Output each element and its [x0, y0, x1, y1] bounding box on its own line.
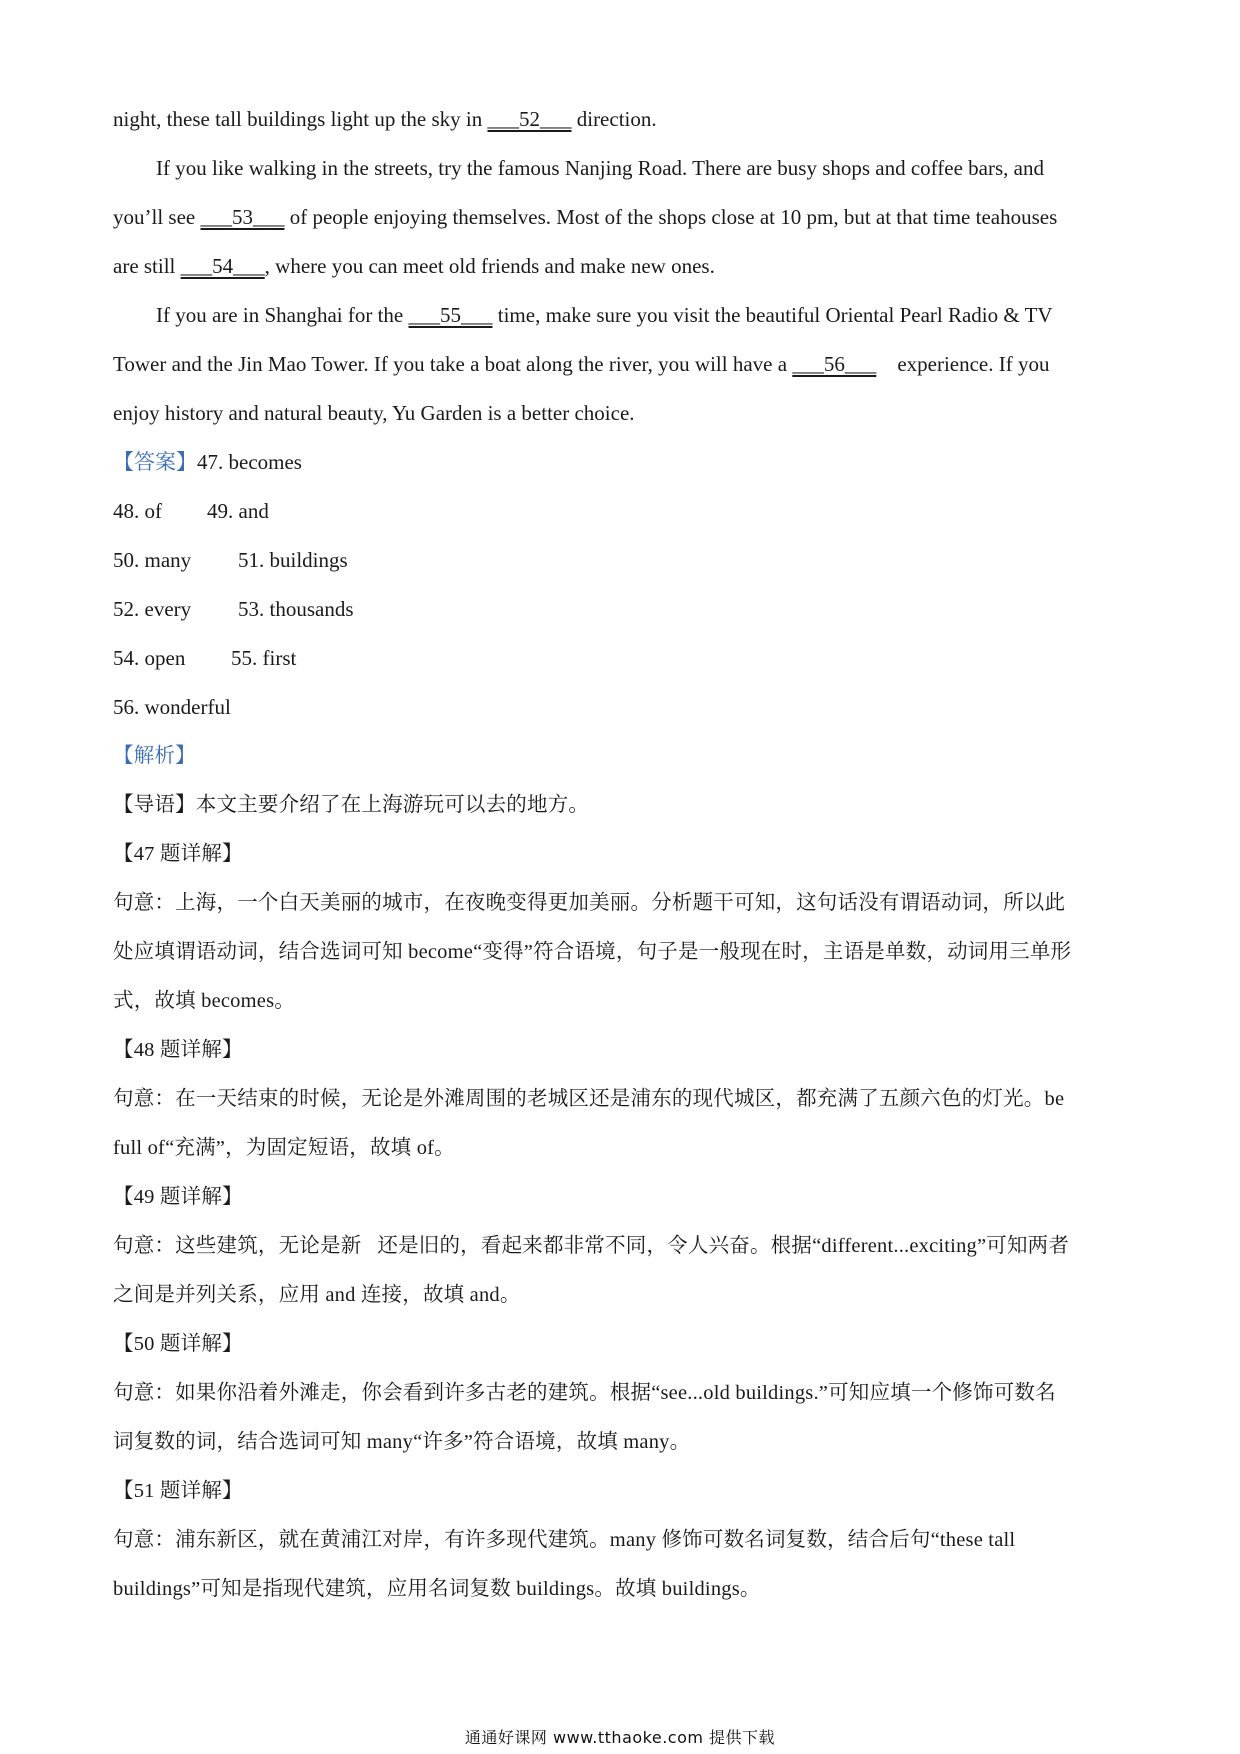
answer-item: 53. thousands [238, 597, 354, 621]
answer-item: 56. wonderful [113, 695, 231, 719]
analysis-intro: 【导语】本文主要介绍了在上海游玩可以去的地方。 [113, 794, 590, 816]
passage-line: If you like walking in the streets, try the famous Nanjing Road. There are busy shops and coffee bars, and [156, 156, 1044, 180]
answer-header [113, 438, 1143, 487]
answer-item: 54. open [113, 646, 186, 670]
explanation-line: 之间是并列关系，应用 and 连接，故填 and。 [113, 1284, 521, 1306]
explanation-line: 处应填谓语动词，结合选词可知 become“变得”符合语境，句子是一般现在时，主语是单数，动词用三单形 [113, 941, 1072, 963]
passage-line [113, 95, 1143, 144]
question-title: 【49 题详解】 [113, 1186, 243, 1208]
question-title: 【47 题详解】 [113, 843, 243, 865]
answer-row [113, 536, 1143, 585]
answer-row [113, 634, 1143, 683]
passage-text: Tower and the Jin Mao Tower. If you take a boat along the river, you will have a [113, 352, 793, 376]
passage-text: If you are in Shanghai for the [156, 303, 409, 327]
answer-item: 52. every [113, 597, 192, 621]
explanation-line: 句意：这些建筑，无论是新 还是旧的，看起来都非常不同，令人兴奋。根据“different...exciting”可知两者 [113, 1235, 1070, 1257]
answer-item: 55. first [231, 646, 297, 670]
passage-text: are still [113, 254, 181, 278]
answer-row [113, 585, 1143, 634]
answer-tag: 【答案】 [113, 450, 197, 474]
answer-item: 47. becomes [197, 450, 302, 474]
explanation-line: buildings”可知是指现代建筑，应用名词复数 buildings。故填 buildings。 [113, 1578, 761, 1600]
passage-text: , where you can meet old friends and make new ones. [264, 254, 715, 278]
blank-52: ___52___ [487, 107, 572, 131]
passage-line [113, 340, 1143, 389]
passage-text: night, these tall buildings light up the sky in [113, 107, 488, 131]
answer-item: 51. buildings [238, 548, 348, 572]
passage-line: enjoy history and natural beauty, Yu Garden is a better choice. [113, 401, 635, 425]
passage-text: of people enjoying themselves. Most of the shops close at 10 pm, but at that time teahouses [284, 205, 1058, 229]
explanation-line: 词复数的词，结合选词可知 many“许多”符合语境，故填 many。 [113, 1431, 691, 1453]
explanation-line: 句意：浦东新区，就在黄浦江对岸，有许多现代建筑。many 修饰可数名词复数，结合后句“these tall [113, 1529, 1016, 1551]
passage-line [113, 291, 1143, 340]
answer-item: 48. of [113, 499, 162, 523]
answer-row [113, 487, 1143, 536]
blank-55: ___55___ [408, 303, 493, 327]
passage-line [113, 193, 1143, 242]
page-footer: 通通好课网 www.tthaoke.com 提供下载 [464, 1728, 776, 1747]
passage-text: you’ll see [113, 205, 201, 229]
document-page [113, 95, 1143, 1614]
blank-56: ___56___ [792, 352, 877, 376]
question-title: 【50 题详解】 [113, 1333, 243, 1355]
blank-53: ___53___ [200, 205, 285, 229]
explanation-line: 式，故填 becomes。 [113, 990, 295, 1012]
question-title: 【51 题详解】 [113, 1480, 243, 1502]
passage-text: time, make sure you visit the beautiful Oriental Pearl Radio & TV [492, 303, 1053, 327]
answer-item: 49. and [207, 499, 269, 523]
answer-item: 50. many [113, 548, 192, 572]
explanation-line: 句意：上海，一个白天美丽的城市，在夜晚变得更加美丽。分析题干可知，这句话没有谓语动词，所以此 [113, 892, 1066, 914]
analysis-tag: 【解析】 [113, 745, 196, 767]
explanation-line: full of“充满”，为固定短语，故填 of。 [113, 1137, 455, 1159]
passage-text: direction. [571, 107, 657, 131]
question-title: 【48 题详解】 [113, 1039, 243, 1061]
explanation-line: 句意：如果你沿着外滩走，你会看到许多古老的建筑。根据“see...old buildings.”可知应填一个修饰可数名 [113, 1382, 1056, 1404]
passage-text: experience. If you [876, 352, 1050, 376]
passage-line [113, 242, 1143, 291]
explanation-line: 句意：在一天结束的时候，无论是外滩周围的老城区还是浦东的现代城区，都充满了五颜六色的灯光。be [113, 1088, 1065, 1110]
blank-54: ___54___ [180, 254, 265, 278]
